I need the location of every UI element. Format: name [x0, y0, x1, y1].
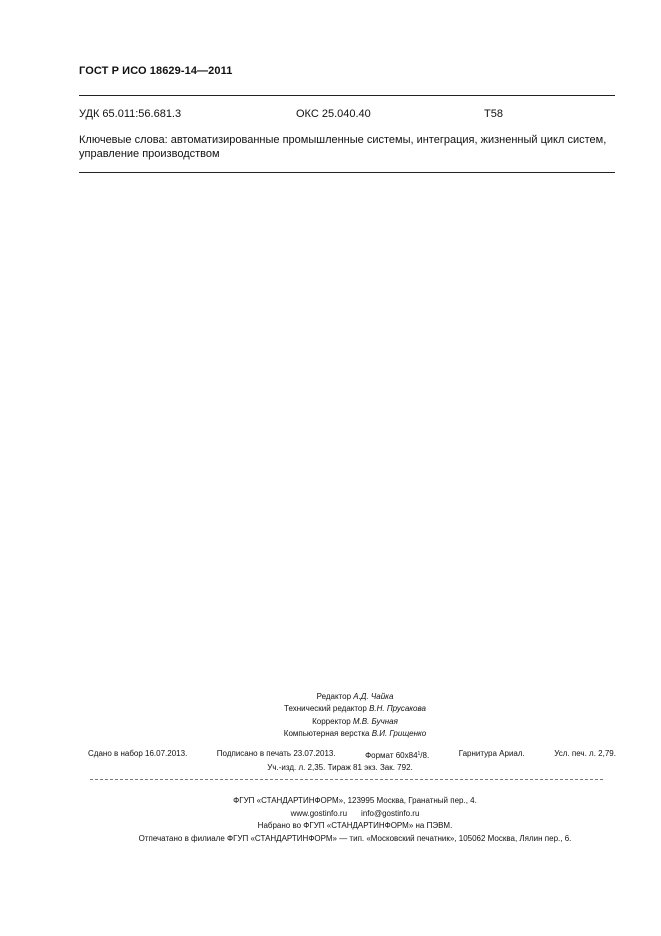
contacts-line	[60, 808, 650, 821]
printed-line: Отпечатано в филиале ФГУП «СТАНДАРТИНФОРМ» — тип. «Московский печатник», 105062 Москва, Лялин пер., 6.	[138, 833, 572, 843]
layout-name: В.И. Грищенко	[371, 729, 427, 739]
group-code: Т58	[484, 108, 503, 120]
oks-code: ОКС 25.040.40	[296, 108, 371, 120]
typeface: Гарнитура Ариал.	[458, 749, 525, 758]
keywords-divider	[79, 172, 615, 173]
printed-sheets: Усл. печ. л. 2,79.	[554, 749, 616, 758]
edition-line: Уч.-изд. л. 2,35. Тираж 81 экз. Зак. 792.	[267, 763, 413, 772]
submitted-date: Сдано в набор 16.07.2013.	[88, 749, 188, 758]
corrector-role: Корректор	[312, 716, 351, 726]
editor-name: А.Д. Чайка	[353, 692, 394, 701]
corrector-line	[150, 716, 560, 728]
keywords-text: Ключевые слова: автоматизированные промышленные системы, интеграция, жизненный цикл систем, управление производством	[79, 134, 607, 160]
staff-credits	[150, 691, 560, 741]
imprint-block	[60, 795, 650, 845]
publication-details	[60, 748, 620, 774]
org-address: ФГУП «СТАНДАРТИНФОРМ», 123995 Москва, Гранатный пер., 4.	[233, 796, 477, 805]
signed-date: Подписано в печать 23.07.2013.	[216, 749, 336, 758]
top-divider	[79, 95, 615, 96]
format-denominator: /8.	[420, 751, 430, 760]
tech-editor-role: Технический редактор	[284, 704, 367, 714]
format-numerator: 1	[417, 751, 421, 757]
document-code: ГОСТ Р ИСО 18629-14—2011	[79, 65, 233, 77]
email-link[interactable]: info@gostinfo.ru	[361, 808, 420, 818]
paper-format	[365, 748, 429, 762]
udk-code: УДК 65.011:56.681.3	[79, 108, 182, 120]
website-link[interactable]: www.gostinfo.ru	[290, 808, 348, 818]
tech-editor-line	[150, 703, 560, 715]
corrector-name: М.В. Бучная	[352, 716, 398, 726]
publication-row	[60, 748, 616, 762]
imprint-divider	[90, 779, 603, 780]
editor-role: Редактор	[316, 692, 352, 701]
editor-line	[150, 691, 560, 703]
tech-editor-name: В.Н. Прусакова	[369, 704, 426, 714]
typeset-line: Набрано во ФГУП «СТАНДАРТИНФОРМ» на ПЭВМ.	[257, 821, 453, 830]
layout-role: Компьютерная верстка	[283, 729, 370, 739]
layout-line	[150, 728, 560, 740]
format-prefix: Формат 60x84	[365, 751, 418, 760]
